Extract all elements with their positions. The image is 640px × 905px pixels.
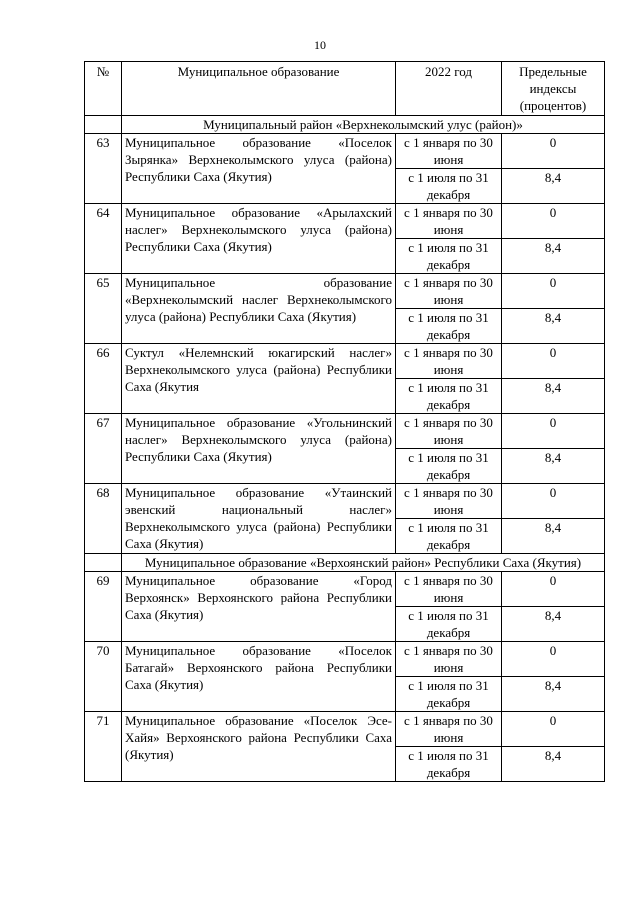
period-second-half: с 1 июля по 31 декабря: [396, 607, 502, 642]
period-second-half: с 1 июля по 31 декабря: [396, 449, 502, 484]
table-row: [85, 274, 605, 309]
row-number: 70: [85, 642, 122, 712]
index-second-half: 8,4: [502, 607, 605, 642]
header-year: 2022 год: [396, 62, 502, 116]
period-first-half: с 1 января по 30 июня: [396, 134, 502, 169]
municipality-name: Муниципальное образование «Верхнеколымский наслег Верхнеколымского улуса (района) Республики Саха (Якутия): [122, 274, 396, 344]
table-row: [85, 712, 605, 747]
section-row: [85, 116, 605, 134]
municipality-name: Муниципальное образование «Угольнинский наслег» Верхнеколымского улуса (района) Республики Саха (Якутия): [122, 414, 396, 484]
row-number: 63: [85, 134, 122, 204]
index-second-half: 8,4: [502, 519, 605, 554]
municipality-name: Муниципальное образование «Арылахский наслег» Верхнеколымского улуса (района) Республики Саха (Якутия): [122, 204, 396, 274]
index-second-half: 8,4: [502, 677, 605, 712]
period-first-half: с 1 января по 30 июня: [396, 274, 502, 309]
index-first-half: 0: [502, 484, 605, 519]
section-row: [85, 554, 605, 572]
index-second-half: 8,4: [502, 169, 605, 204]
page-number: 10: [314, 38, 326, 52]
row-number: 64: [85, 204, 122, 274]
period-first-half: с 1 января по 30 июня: [396, 204, 502, 239]
table-row: [85, 484, 605, 519]
period-second-half: с 1 июля по 31 декабря: [396, 239, 502, 274]
municipality-name: Суктул «Нелемнский юкагирский наслег» Верхнеколымского улуса (района) Республики Саха (Якутия: [122, 344, 396, 414]
period-second-half: с 1 июля по 31 декабря: [396, 747, 502, 782]
row-number: 69: [85, 572, 122, 642]
header-indices: Предельные индексы (процентов): [502, 62, 605, 116]
row-number: 65: [85, 274, 122, 344]
period-first-half: с 1 января по 30 июня: [396, 414, 502, 449]
header-num: №: [85, 62, 122, 116]
table-row: [85, 642, 605, 677]
row-number: 67: [85, 414, 122, 484]
index-second-half: 8,4: [502, 449, 605, 484]
period-second-half: с 1 июля по 31 декабря: [396, 169, 502, 204]
period-first-half: с 1 января по 30 июня: [396, 344, 502, 379]
table-row: [85, 204, 605, 239]
index-second-half: 8,4: [502, 379, 605, 414]
period-second-half: с 1 июля по 31 декабря: [396, 519, 502, 554]
row-number: 66: [85, 344, 122, 414]
municipality-name: Муниципальное образование «Поселок Батагай» Верхоянского района Республики Саха (Якутия): [122, 642, 396, 712]
row-number: 68: [85, 484, 122, 554]
index-first-half: 0: [502, 642, 605, 677]
row-number: 71: [85, 712, 122, 782]
index-first-half: 0: [502, 344, 605, 379]
index-first-half: 0: [502, 134, 605, 169]
table-row: [85, 134, 605, 169]
tariff-index-table: [84, 61, 605, 782]
table-header-row: [85, 62, 605, 116]
municipality-name: Муниципальное образование «Утаинский эвенский национальный наслег» Верхнеколымского улуса (района) Республики Саха (Якутия): [122, 484, 396, 554]
period-second-half: с 1 июля по 31 декабря: [396, 677, 502, 712]
index-first-half: 0: [502, 274, 605, 309]
period-second-half: с 1 июля по 31 декабря: [396, 379, 502, 414]
municipality-name: Муниципальное образование «Город Верхоянск» Верхоянского района Республики Саха (Якутия): [122, 572, 396, 642]
section-empty-cell: [85, 554, 122, 572]
period-first-half: с 1 января по 30 июня: [396, 572, 502, 607]
table-row: [85, 572, 605, 607]
municipality-name: Муниципальное образование «Поселок Зырянка» Верхнеколымского улуса (района) Республики Саха (Якутия): [122, 134, 396, 204]
index-second-half: 8,4: [502, 309, 605, 344]
index-first-half: 0: [502, 204, 605, 239]
period-first-half: с 1 января по 30 июня: [396, 712, 502, 747]
period-first-half: с 1 января по 30 июня: [396, 484, 502, 519]
index-second-half: 8,4: [502, 747, 605, 782]
municipality-name: Муниципальное образование «Поселок Эсе-Хайя» Верхоянского района Республики Саха (Якутия): [122, 712, 396, 782]
header-municipality: Муниципальное образование: [122, 62, 396, 116]
index-first-half: 0: [502, 712, 605, 747]
table-row: [85, 344, 605, 379]
table-body: [85, 116, 605, 782]
index-second-half: 8,4: [502, 239, 605, 274]
index-first-half: 0: [502, 572, 605, 607]
period-first-half: с 1 января по 30 июня: [396, 642, 502, 677]
index-first-half: 0: [502, 414, 605, 449]
table-row: [85, 414, 605, 449]
section-title: Муниципальное образование «Верхоянский район» Республики Саха (Якутия): [122, 554, 605, 572]
period-second-half: с 1 июля по 31 декабря: [396, 309, 502, 344]
section-title: Муниципальный район «Верхнеколымский улус (район)»: [122, 116, 605, 134]
section-empty-cell: [85, 116, 122, 134]
